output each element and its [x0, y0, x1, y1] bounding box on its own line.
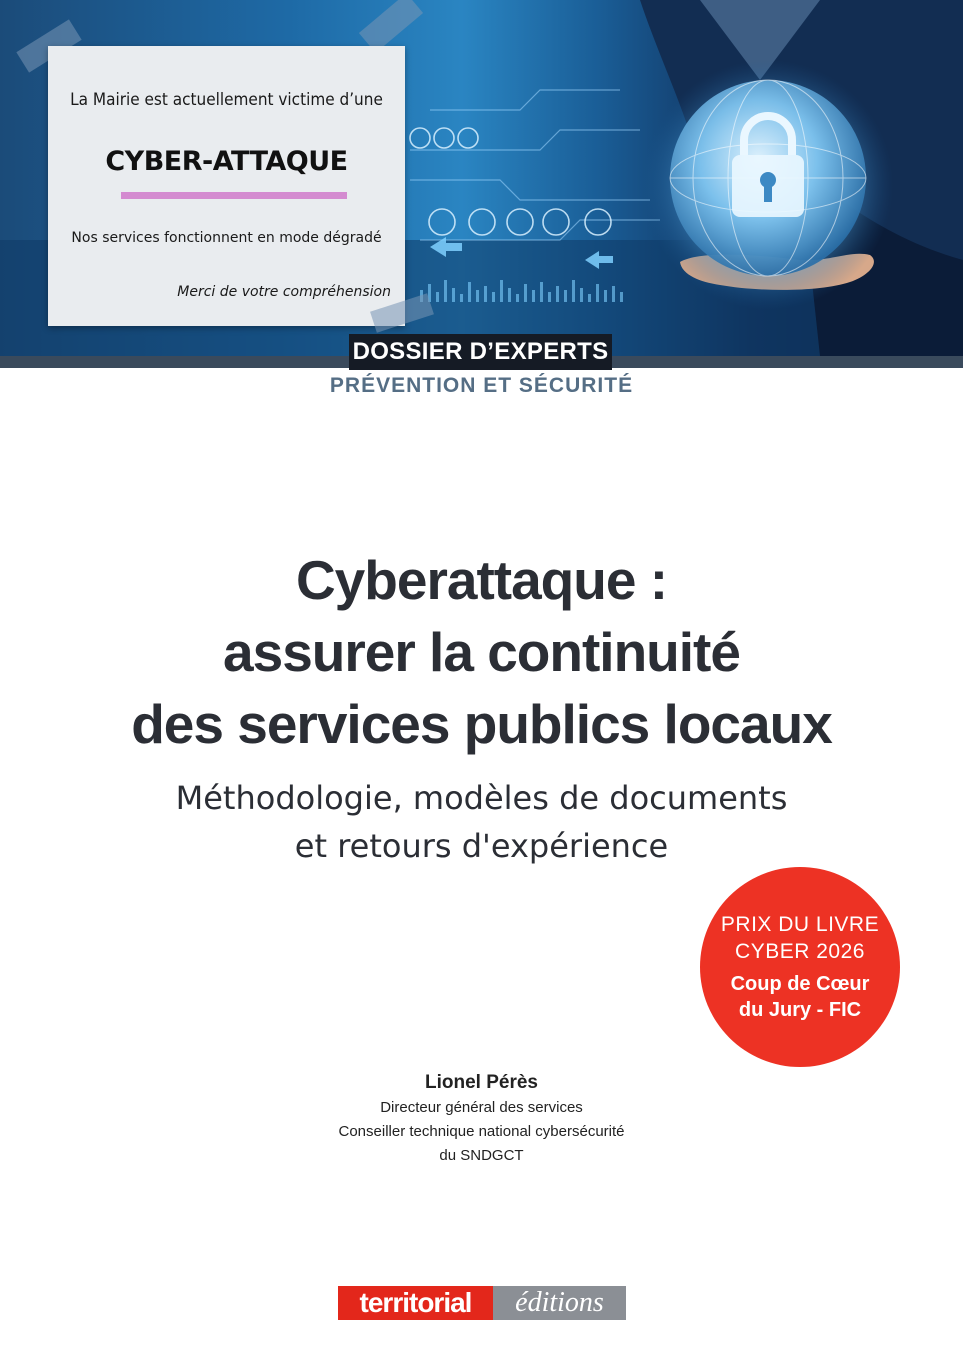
sign-text-line: La Mairie est actuellement victime d’une	[70, 90, 383, 110]
title-line: Cyberattaque :	[295, 549, 668, 611]
cover-hero-image	[0, 0, 963, 356]
series-badge: DOSSIER D’EXPERTS	[349, 334, 612, 370]
author-name: Lionel Pérès	[425, 1072, 538, 1093]
sign-highlight-underline	[121, 192, 347, 199]
subtitle-line: Méthodologie, modèles de documents	[175, 779, 788, 817]
book-subtitle	[0, 774, 963, 870]
publisher-logo-editions: éditions	[493, 1286, 626, 1320]
subtitle-line: et retours d'expérience	[294, 827, 669, 865]
book-title	[0, 544, 963, 760]
title-line: des services publics locaux	[131, 693, 832, 755]
author-block	[0, 1070, 963, 1168]
author-role: Directeur général des services	[380, 1099, 583, 1116]
award-text-line: du Jury - FIC	[738, 999, 862, 1021]
collection-label: PRÉVENTION ET SÉCURITÉ	[329, 374, 634, 397]
sign-closing-line: Merci de votre compréhension	[177, 284, 391, 300]
award-badge	[700, 867, 900, 1067]
award-distinction	[700, 971, 900, 1023]
sign-headline: CYBER-ATTAQUE	[105, 146, 348, 177]
award-text-line: Coup de Cœur	[730, 973, 870, 995]
author-role: du SNDGCT	[439, 1147, 524, 1164]
publisher-logo	[338, 1286, 626, 1320]
cyber-attack-notice-sign	[48, 46, 405, 326]
author-role: Conseiller technique national cybersécurité	[338, 1123, 625, 1140]
sign-text-line: Nos services fonctionnent en mode dégradé	[71, 230, 382, 246]
award-prize-name	[700, 911, 900, 965]
publisher-logo-territorial: territorial	[338, 1286, 493, 1320]
title-line: assurer la continuité	[223, 621, 740, 683]
award-text-line: CYBER 2026	[735, 940, 865, 963]
award-text-line: PRIX DU LIVRE	[720, 913, 880, 936]
